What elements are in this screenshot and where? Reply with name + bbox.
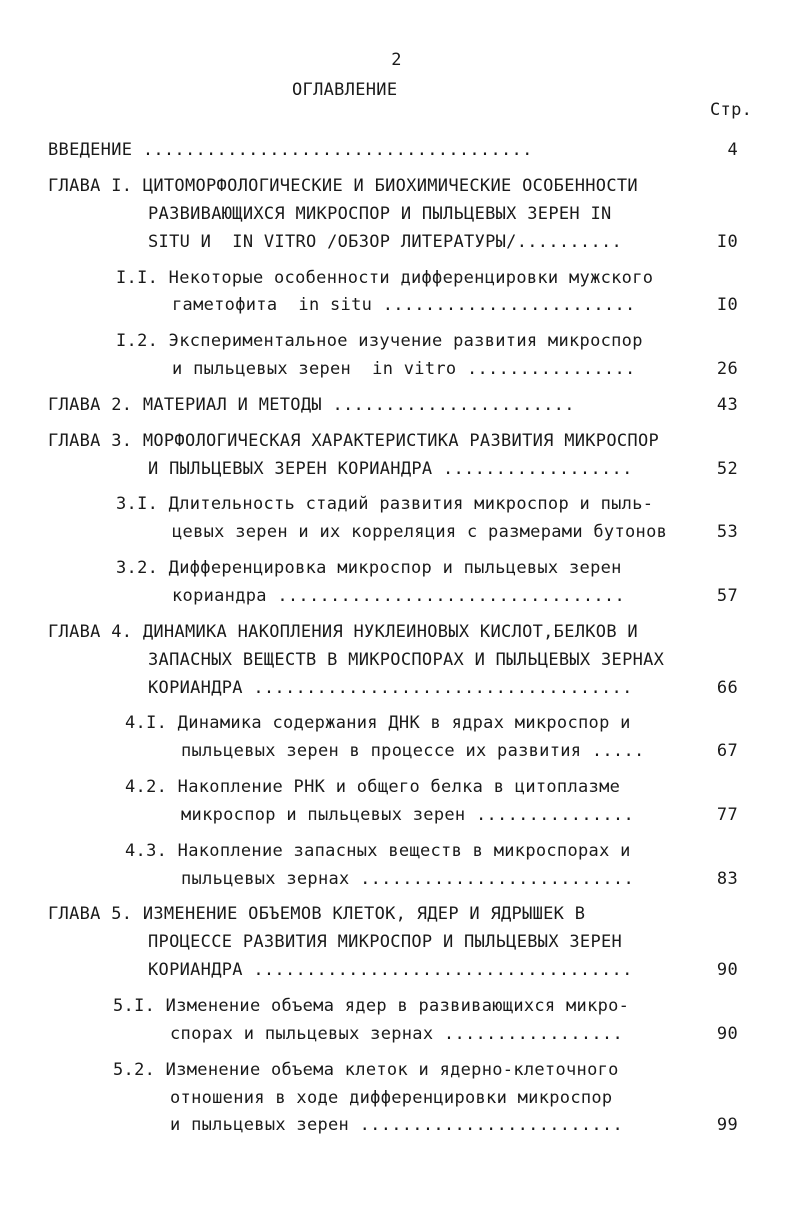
entry-line: и пыльцевых зерен .........................	[170, 1115, 623, 1135]
entry-line: отношения в ходе дифференцировки микроспор	[170, 1088, 613, 1108]
entry-line: ГЛАВА 4. ДИНАМИКА НАКОПЛЕНИЯ НУКЛЕИНОВЫХ КИСЛОТ,БЕЛКОВ И	[48, 622, 638, 642]
entry-line: ГЛАВА 3. МОРФОЛОГИЧЕСКАЯ ХАРАКТЕРИСТИКА РАЗВИТИЯ МИКРОСПОР	[48, 431, 660, 451]
entry-page: 83	[716, 869, 738, 889]
entry-page: 43	[716, 395, 738, 415]
entry-line: РАЗВИВАЮЩИХСЯ МИКРОСПОР И ПЫЛЬЦЕВЫХ ЗЕРЕН IN	[148, 204, 612, 224]
entry-line: и пыльцевых зерен in vitro ................	[172, 359, 636, 379]
entry-line: I.I. Некоторые особенности дифференцировки мужского	[116, 268, 654, 288]
entry-page: 4	[727, 140, 738, 160]
entry-line: 5.2. Изменение объема клеток и ядерно-клеточного	[113, 1060, 619, 1080]
entry-line: ЗАПАСНЫХ ВЕЩЕСТВ В МИКРОСПОРАХ И ПЫЛЬЦЕВЫХ ЗЕРНАХ	[148, 650, 665, 670]
entry-line: 4.I. Динамика содержания ДНК в ядрах микроспор и	[125, 713, 631, 733]
page-column-label: Стр.	[710, 100, 753, 120]
entry-line: 3.I. Длительность стадий развития микроспор и пыль-	[116, 494, 654, 514]
entry-line: спорах и пыльцевых зернах .................	[170, 1024, 623, 1044]
page-number: 2	[391, 50, 402, 70]
entry-page: 90	[716, 1024, 738, 1044]
entry-line: 3.2. Дифференцировка микроспор и пыльцевых зерен	[116, 558, 622, 578]
entry-line: КОРИАНДРА ....................................	[148, 678, 633, 698]
entry-line: пыльцевых зерен в процессе их развития .....	[181, 741, 645, 761]
entry-page: 57	[716, 586, 738, 606]
entry-line: ГЛАВА 5. ИЗМЕНЕНИЕ ОБЪЕМОВ КЛЕТОК, ЯДЕР И ЯДРЫШЕК В	[48, 904, 586, 924]
entry-line: I.2. Экспериментальное изучение развития микроспор	[116, 331, 643, 351]
entry-page: 90	[716, 960, 738, 980]
entry-page: 52	[716, 459, 738, 479]
entry-line: 5.I. Изменение объема ядер в развивающихся микро-	[113, 996, 630, 1016]
entry-page: 53	[716, 522, 738, 542]
entry-line: SITU И IN VITRO /ОБЗОР ЛИТЕРАТУРЫ/..........	[148, 232, 623, 252]
entry-page: 77	[716, 805, 738, 825]
entry-line: цевых зерен и их корреляция с размерами бутонов	[172, 522, 668, 542]
entry-line: гаметофита in situ ........................	[172, 295, 636, 315]
entry-line: ГЛАВА 2. МАТЕРИАЛ И МЕТОДЫ .......................	[48, 395, 575, 415]
entry-page: I0	[716, 232, 738, 252]
entry-line: микроспор и пыльцевых зерен ...............	[181, 805, 634, 825]
entry-line: ГЛАВА I. ЦИТОМОРФОЛОГИЧЕСКИЕ И БИОХИМИЧЕСКИЕ ОСОБЕННОСТИ	[48, 176, 638, 196]
toc-title: ОГЛАВЛЕНИЕ	[292, 80, 398, 100]
entry-page: 26	[716, 359, 738, 379]
entry-line: пыльцевых зернах ..........................	[181, 869, 634, 889]
entry-page: 99	[716, 1115, 738, 1135]
entry-line: 4.2. Накопление РНК и общего белка в цитоплазме	[125, 777, 621, 797]
entry-line: КОРИАНДРА ....................................	[148, 960, 633, 980]
entry-line: кориандра .................................	[172, 586, 625, 606]
entry-page: I0	[716, 295, 738, 315]
entry-line: И ПЫЛЬЦЕВЫХ ЗЕРЕН КОРИАНДРА ..................	[148, 459, 633, 479]
entry-page: 67	[716, 741, 738, 761]
entry-line: ВВЕДЕНИЕ .....................................	[48, 140, 533, 160]
entry-line: ПРОЦЕССЕ РАЗВИТИЯ МИКРОСПОР И ПЫЛЬЦЕВЫХ ЗЕРЕН	[148, 932, 623, 952]
entry-line: 4.3. Накопление запасных веществ в микроспорах и	[125, 841, 631, 861]
entry-page: 66	[716, 678, 738, 698]
